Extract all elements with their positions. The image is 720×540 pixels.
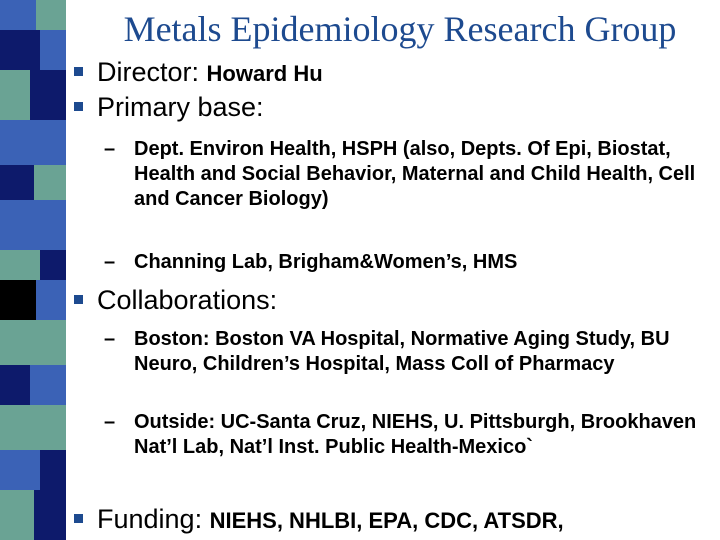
sub-bullet-channing: – Channing Lab, Brigham&Women’s, HMS bbox=[104, 251, 518, 273]
decorative-stripe bbox=[0, 0, 74, 540]
square-bullet-icon bbox=[74, 295, 83, 304]
square-bullet-icon bbox=[74, 102, 83, 111]
bullet-primary-base: Primary base: bbox=[74, 92, 264, 123]
sub-bullet-outside: – Outside: UC-Santa Cruz, NIEHS, U. Pittsburgh, Brookhaven Nat’l Lab, Nat’l Inst. Public Health-Mexico` bbox=[104, 411, 697, 458]
sub-bullet-hsph: – Dept. Environ Health, HSPH (also, Depts. Of Epi, Biostat, Health and Social Behavior, Maternal and Child Health, Cell and Cancer Biology) bbox=[104, 138, 696, 210]
bullet-funding: Funding: NIEHS, NHLBI, EPA, CDC, ATSDR, bbox=[74, 504, 564, 535]
sub-bullet-boston: – Boston: Boston VA Hospital, Normative Aging Study, BU Neuro, Children’s Hospital, Mass Coll of Pharmacy bbox=[104, 328, 670, 375]
slide-title: Metals Epidemiology Research Group bbox=[123, 9, 677, 49]
square-bullet-icon bbox=[74, 514, 83, 523]
bullet-collaborations: Collaborations: bbox=[74, 285, 277, 316]
bullet-director: Director: Howard Hu bbox=[74, 57, 323, 88]
square-bullet-icon bbox=[74, 67, 83, 76]
